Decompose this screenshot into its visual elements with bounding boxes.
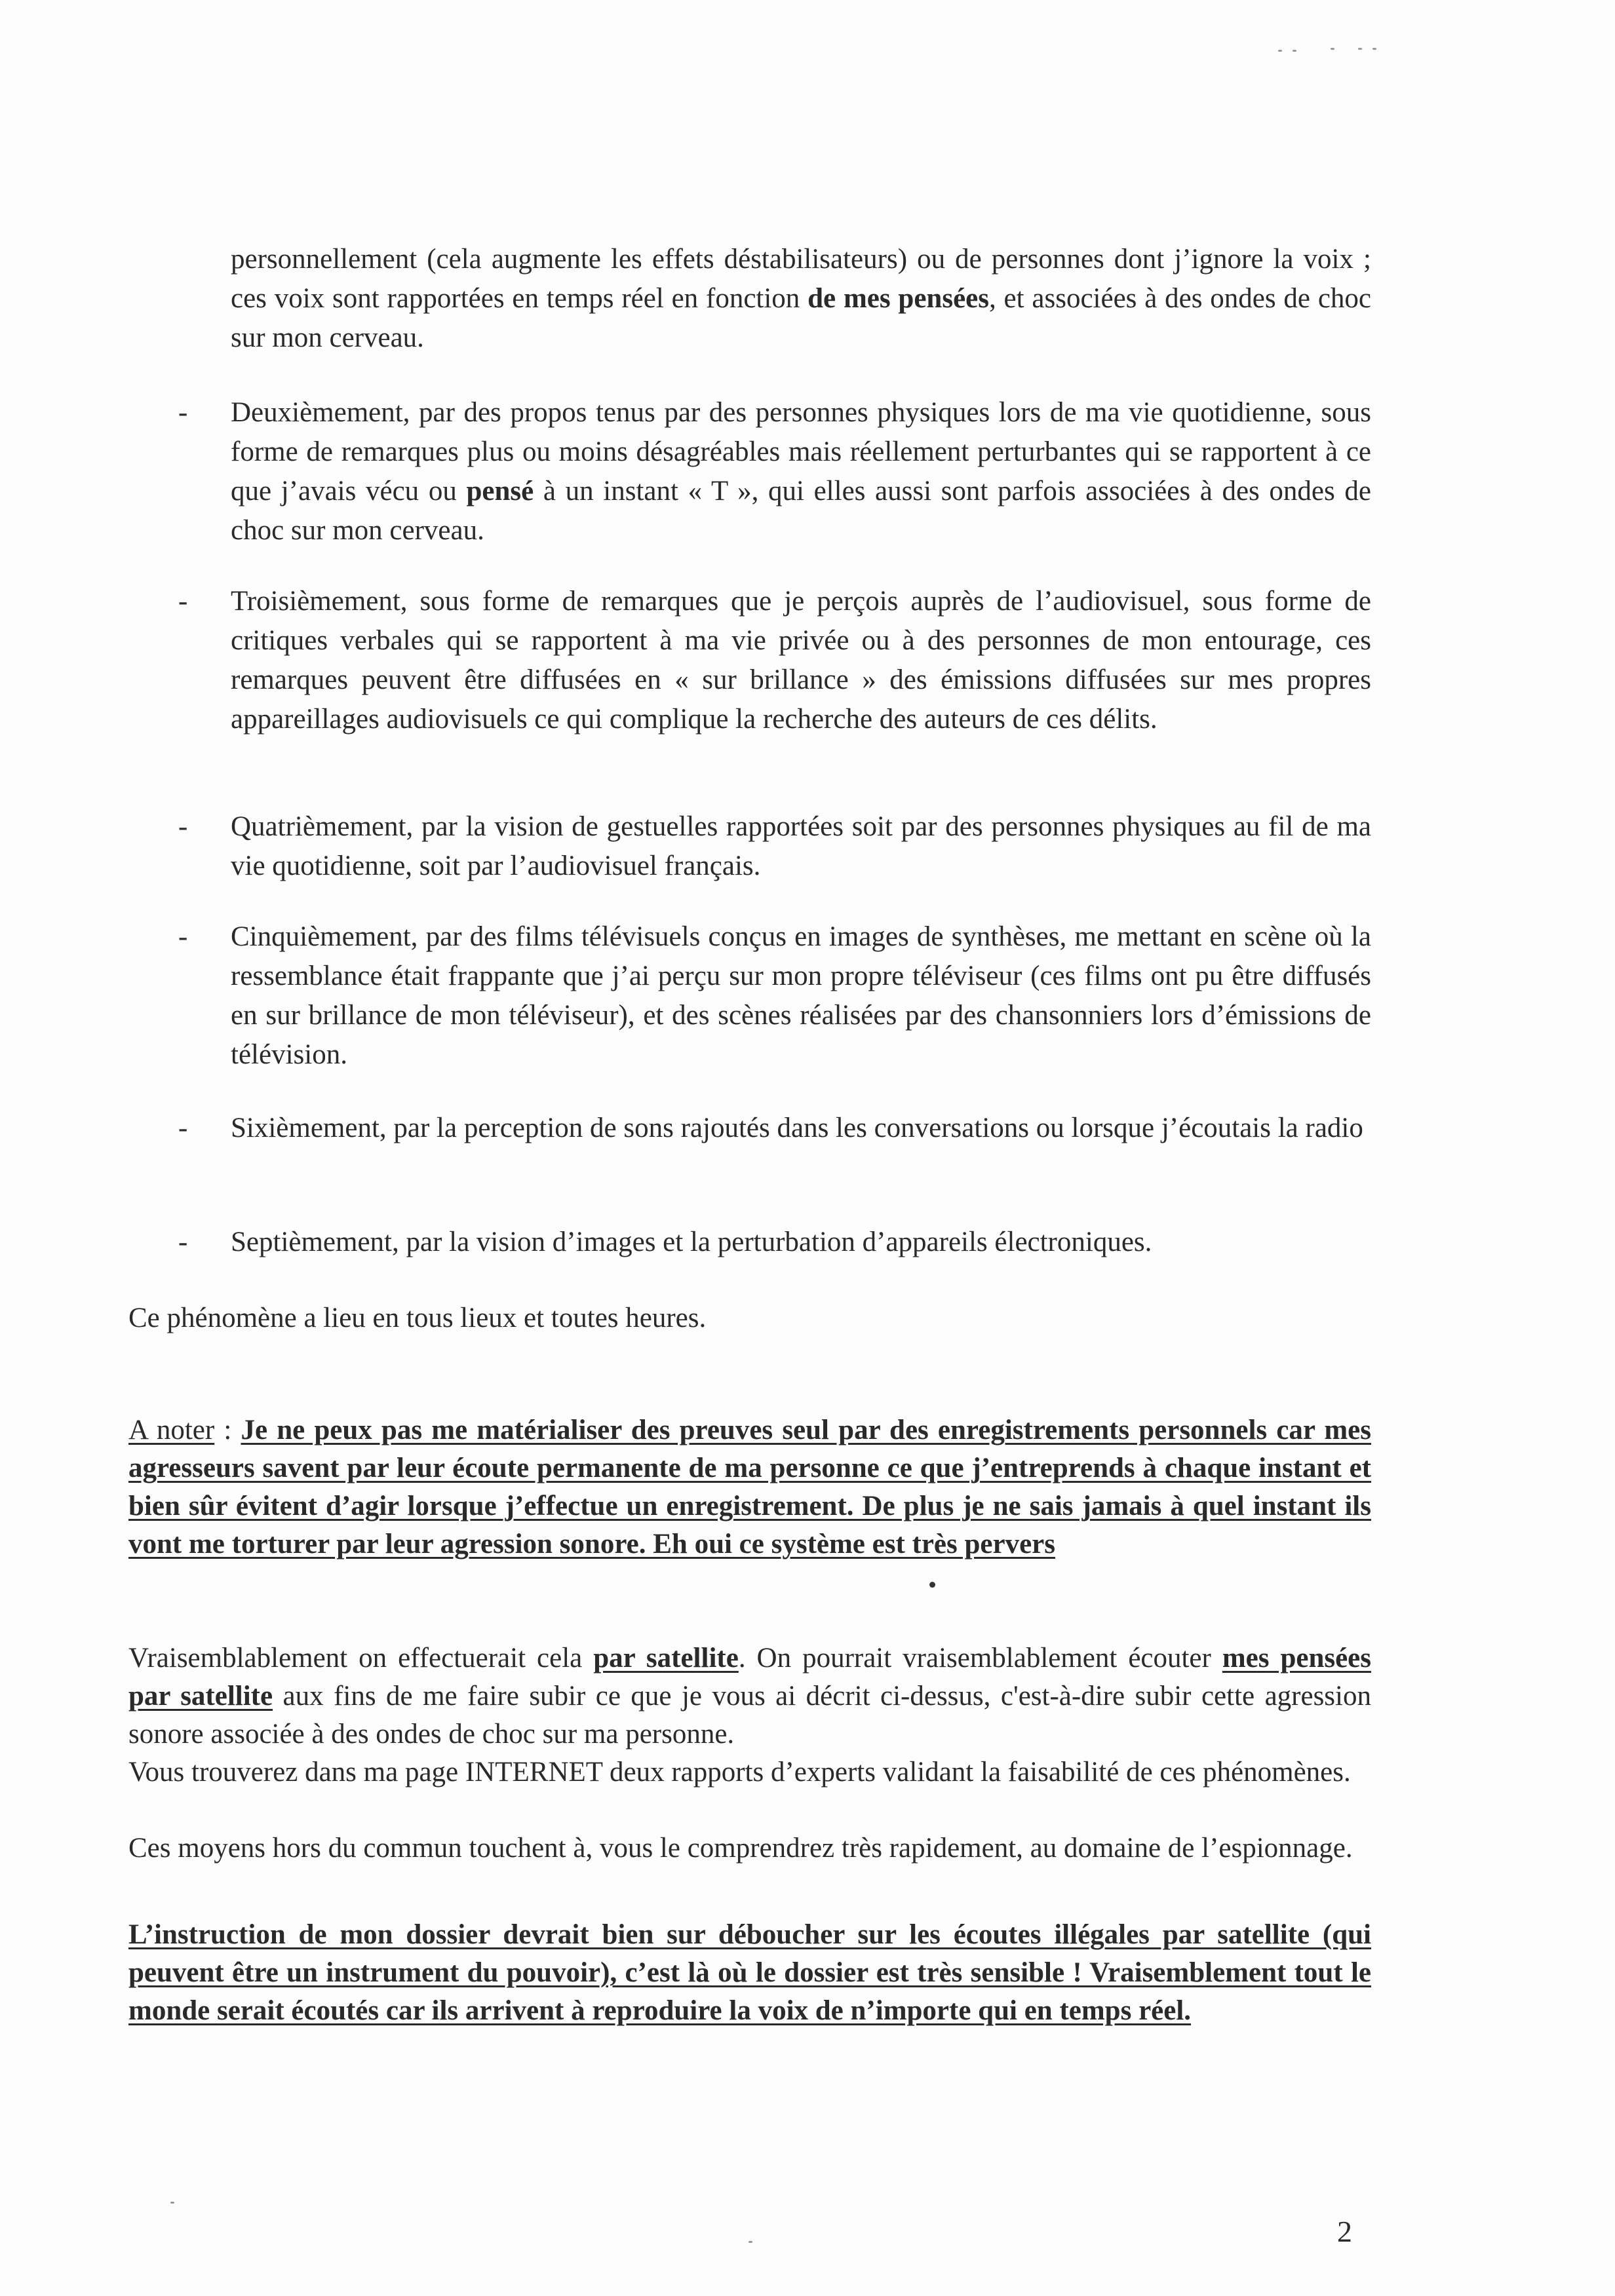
intro-paragraph <box>231 240 1371 358</box>
conclusion-paragraph: L’instruction de mon dossier devrait bien sur déboucher sur les écoutes illégales par satellite (qui peuvent être un instrument du pouvoir), c’est là où le dossier est très sensible ! Vraisemblement tout le monde serait écoutés car ils arrivent à reproduire la voix de n’importe qui en temps réel. <box>128 1919 1371 2026</box>
list-item-text: Septièmement, par la vision d’images et la perturbation d’appareils électroniques. <box>231 1227 1152 1257</box>
note-colon: : <box>214 1415 241 1445</box>
bullet-dash: - <box>178 811 188 842</box>
satellite-paragraph <box>128 1639 1371 1753</box>
phenomenon-paragraph: Ce phénomène a lieu en tous lieux et toutes heures. <box>128 1303 707 1333</box>
page-number: 2 <box>1337 2215 1352 2248</box>
list-item-text: Cinquièmement, par des films télévisuels conçus en images de synthèses, me mettant en scène où la ressemblance était frappante que j’ai perçu sur mon propre téléviseur (ces films ont pu être diffusés en sur brillance de mon téléviseur), et des scènes réalisées par des chansonniers lors d’émissions de télévision. <box>231 921 1371 1070</box>
list-item-bold: pensé <box>466 476 534 507</box>
list-item-text-post: à un instant « T », qui elles aussi sont parfois associées à des ondes de choc sur mon cerveau. <box>231 476 1371 546</box>
scan-speck <box>1372 48 1376 50</box>
bullet-dash: - <box>178 1113 188 1143</box>
scan-speck <box>1358 48 1362 50</box>
satellite-text-pre: Vraisemblablement on effectuerait cela <box>128 1643 594 1674</box>
list-item-text-pre: Deuxièmement, par des propos tenus par des personnes physiques lors de ma vie quotidienne, sous forme de remarques plus ou moins désagréables mais réellement perturbantes qui se rapportent à ce que j’avais vécu ou <box>231 397 1371 507</box>
bullet-dash: - <box>178 586 188 617</box>
scan-speck <box>170 2202 174 2204</box>
bullet-dash: - <box>178 1227 188 1257</box>
satellite-text-post: aux fins de me faire subir ce que je vous ai décrit ci-dessus, c'est-à-dire subir cette agression sonore associée à des ondes de choc sur ma personne. <box>128 1681 1371 1750</box>
intro-bold: de mes pensées <box>808 283 989 314</box>
list-item-text: Sixièmement, par la perception de sons rajoutés dans les conversations ou lorsque j’écoutais la radio <box>231 1113 1363 1143</box>
list-item-text: Troisièmement, sous forme de remarques que je perçois auprès de l’audiovisuel, sous forme de critiques verbales qui se rapportent à ma vie privée ou à des personnes de mon entourage, ces remarques peuvent être diffusées en « sur brillance » des émissions diffusées sur mes propres appareillages audiovisuels ce qui complique la recherche des auteurs de ces délits. <box>231 586 1371 735</box>
list-item-text <box>231 393 1371 550</box>
scan-speck <box>1293 50 1296 52</box>
satellite-emphasis-1: par satellite <box>593 1643 739 1674</box>
note-text: Je ne peux pas me matérialiser des preuves seul par des enregistrements personnels car mes agresseurs savent par leur écoute permanente de ma personne ce que j’entreprends à chaque instant et bien sûr évitent d’agir lorsque j’effectue un enregistrement. De plus je ne sais jamais à quel instant ils vont me torturer par leur agression sonore. Eh oui ce système est très pervers <box>128 1415 1371 1559</box>
espionage-paragraph: Ces moyens hors du commun touchent à, vous le comprendrez très rapidement, au domaine de l’espionnage. <box>128 1833 1353 1864</box>
note-paragraph <box>128 1411 1371 1563</box>
scan-speck <box>1278 50 1282 52</box>
stray-dot <box>929 1582 935 1588</box>
intro-text-2: , et associées à des ondes de choc sur mon cerveau. <box>231 283 1371 353</box>
bullet-dash: - <box>178 921 188 952</box>
satellite-emphasis-2: mes pensées par satellite <box>128 1643 1372 1712</box>
scan-speck <box>1331 48 1334 50</box>
list-item-text: Quatrièmement, par la vision de gestuelles rapportées soit par des personnes physiques au fil de ma vie quotidienne, soit par l’audiovisuel français. <box>231 811 1371 881</box>
scan-speck <box>749 2241 752 2243</box>
intro-text-1: personnellement (cela augmente les effets déstabilisateurs) ou de personnes dont j’ignore la voix ; ces voix sont rapportées en temps réel en fonction <box>231 244 1371 314</box>
internet-paragraph: Vous trouverez dans ma page INTERNET deux rapports d’experts validant la faisabilité de ces phénomènes. <box>128 1757 1351 1788</box>
note-label: A noter <box>128 1415 215 1445</box>
satellite-text-mid: . On pourrait vraisemblablement écouter <box>738 1643 1222 1674</box>
bullet-dash: - <box>178 397 188 428</box>
